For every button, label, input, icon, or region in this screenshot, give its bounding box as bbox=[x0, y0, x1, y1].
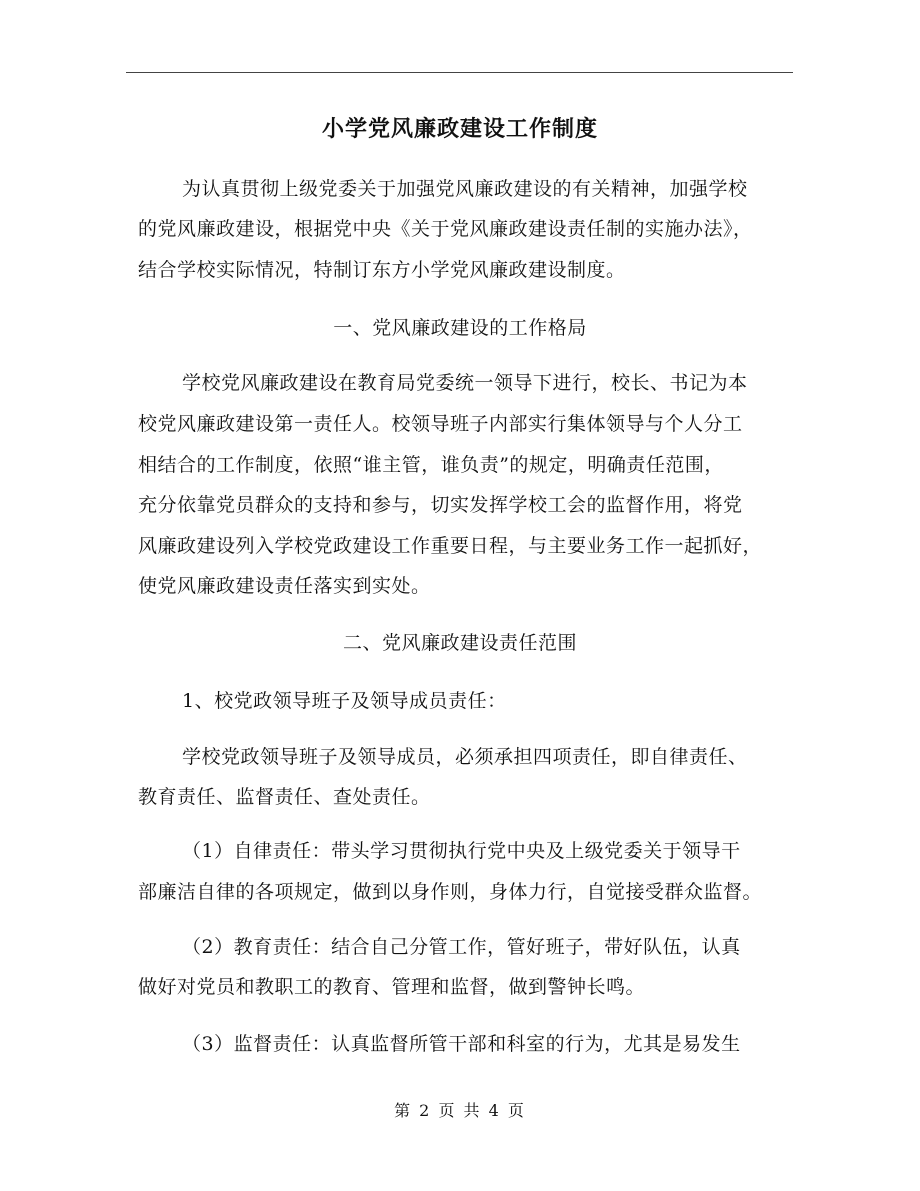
paragraph-line: 的党风廉政建设，根据党中央《关于党风廉政建设责任制的实施办法》， bbox=[138, 218, 753, 240]
document-title: 小学党风廉政建设工作制度 bbox=[321, 116, 598, 142]
section-heading-1: 一、党风廉政建设的工作格局 bbox=[333, 317, 587, 339]
paragraph-line: （2）教育责任：结合自己分管工作，管好班子，带好队伍，认真 bbox=[182, 936, 741, 958]
paragraph-line: 充分依靠党员群众的支持和参与，切实发挥学校工会的监督作用，将党 bbox=[138, 494, 743, 516]
paragraph-line: 校党风廉政建设第一责任人。校领导班子内部实行集体领导与个人分工 bbox=[138, 413, 743, 435]
paragraph-line: 部廉洁自律的各项规定，做到以身作则，身体力行，自觉接受群众监督。 bbox=[138, 881, 763, 903]
section-heading-2: 二、党风廉政建设责任范围 bbox=[342, 632, 577, 654]
paragraph-line: （1）自律责任：带头学习贯彻执行党中央及上级党委关于领导干 bbox=[182, 840, 741, 862]
paragraph-line: 风廉政建设列入学校党政建设工作重要日程，与主要业务工作一起抓好， bbox=[138, 535, 763, 557]
paragraph-line: 相结合的工作制度，依照“谁主管，谁负责”的规定，明确责任范围， bbox=[138, 454, 724, 476]
page-number: 第 2 页 共 4 页 bbox=[394, 1101, 526, 1120]
header-rule bbox=[126, 72, 793, 73]
paragraph-line: （3）监督责任：认真监督所管干部和科室的行为，尤其是易发生 bbox=[182, 1033, 741, 1055]
paragraph-line: 学校党政领导班子及领导成员，必须承担四项责任，即自律责任、 bbox=[182, 746, 748, 768]
paragraph-line: 结合学校实际情况，特制订东方小学党风廉政建设制度。 bbox=[138, 259, 626, 281]
paragraph-line: 使党风廉政建设责任落实到实处。 bbox=[138, 575, 431, 597]
paragraph-line: 做好对党员和教职工的教育、管理和监督，做到警钟长鸣。 bbox=[138, 976, 646, 998]
paragraph-line: 为认真贯彻上级党委关于加强党风廉政建设的有关精神，加强学校 bbox=[182, 178, 748, 200]
paragraph-line: 学校党风廉政建设在教育局党委统一领导下进行，校长、书记为本 bbox=[182, 372, 748, 394]
paragraph-line: 教育责任、监督责任、查处责任。 bbox=[138, 786, 431, 808]
subsection-heading: 1、校党政领导班子及领导成员责任： bbox=[182, 690, 507, 712]
